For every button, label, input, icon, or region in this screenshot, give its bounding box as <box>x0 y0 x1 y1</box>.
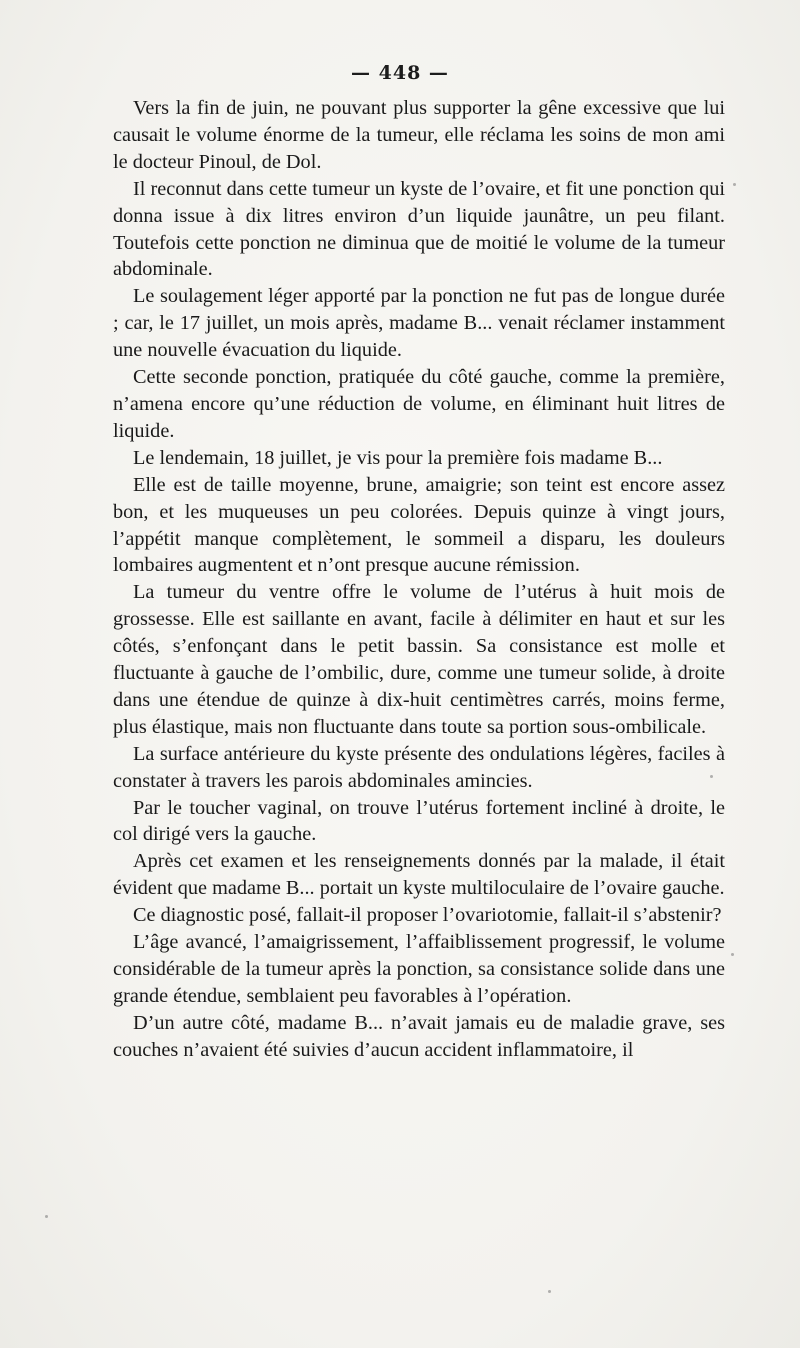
paragraph: Le lendemain, 18 juillet, je vis pour la première fois madame B... <box>133 446 663 469</box>
paragraph: L’âge avancé, l’amaigrissement, l’affaiblissement progressif, le volume considérable de la tumeur après la ponction, sa consistance solide dans une grande étendue, semblaient peu favorables à l’opération. <box>113 931 725 1007</box>
scan-speck <box>548 1290 551 1293</box>
page-number: — 448 — <box>351 62 449 84</box>
paragraph: Le soulagement léger apporté par la ponction ne fut pas de longue durée ; car, le 17 juillet, un mois après, madame B... venait réclamer instamment une nouvelle évacuation du liquide. <box>113 285 725 362</box>
paragraph: Cette seconde ponction, pratiquée du côté gauche, comme la première, n’amena encore qu’une réduction de volume, en éliminant huit litres de liquide. <box>113 366 725 442</box>
scan-speck <box>45 1215 48 1218</box>
paragraph: Par le toucher vaginal, on trouve l’utérus fortement incliné à droite, le col dirigé vers la gauche. <box>113 796 725 846</box>
paragraph: Vers la fin de juin, ne pouvant plus supporter la gêne excessive que lui causait le volume énorme de la tumeur, elle réclama les soins de mon ami le docteur Pinoul, de Dol. <box>113 97 725 173</box>
body-text <box>113 95 725 1064</box>
paragraph: La tumeur du ventre offre le volume de l’utérus à huit mois de grossesse. Elle est saillante en avant, facile à délimiter en haut et sur les côtés, s’enfonçant dans le petit bassin. Sa consistance est molle et fluctuante à gauche de l’ombilic, dure, comme une tumeur solide, à droite dans une étendue de quinze à dix-huit centimètres carrés, moins ferme, plus élastique, mais non fluctuante dans toute sa portion sous-ombilicale. <box>113 581 725 738</box>
scan-speck <box>710 775 713 778</box>
paragraph: Après cet examen et les renseignements donnés par la malade, il était évident que madame B... portait un kyste multiloculaire de l’ovaire gauche. <box>113 850 725 900</box>
paragraph: Elle est de taille moyenne, brune, amaigrie; son teint est encore assez bon, et les muqueuses un peu colorées. Depuis quinze à vingt jours, l’appétit manque complètement, le sommeil a disparu, les douleurs lombaires augmentent et n’ont presque aucune rémission. <box>113 473 725 577</box>
scan-speck <box>733 183 736 186</box>
paragraph: Ce diagnostic posé, fallait-il proposer l’ovariotomie, fallait-il s’abstenir? <box>133 904 722 927</box>
paragraph: La surface antérieure du kyste présente des ondulations légères, faciles à constater à travers les parois abdominales amincies. <box>113 742 725 792</box>
scan-speck <box>731 953 734 956</box>
paragraph: D’un autre côté, madame B... n’avait jamais eu de maladie grave, ses couches n’avaient été suivies d’aucun accident inflammatoire, il <box>113 1011 725 1061</box>
paragraph: Il reconnut dans cette tumeur un kyste de l’ovaire, et fit une ponction qui donna issue à dix litres environ d’un liquide jaunâtre, un peu filant. Toutefois cette ponction ne diminua que de moitié le volume de la tumeur abdominale. <box>113 177 725 281</box>
